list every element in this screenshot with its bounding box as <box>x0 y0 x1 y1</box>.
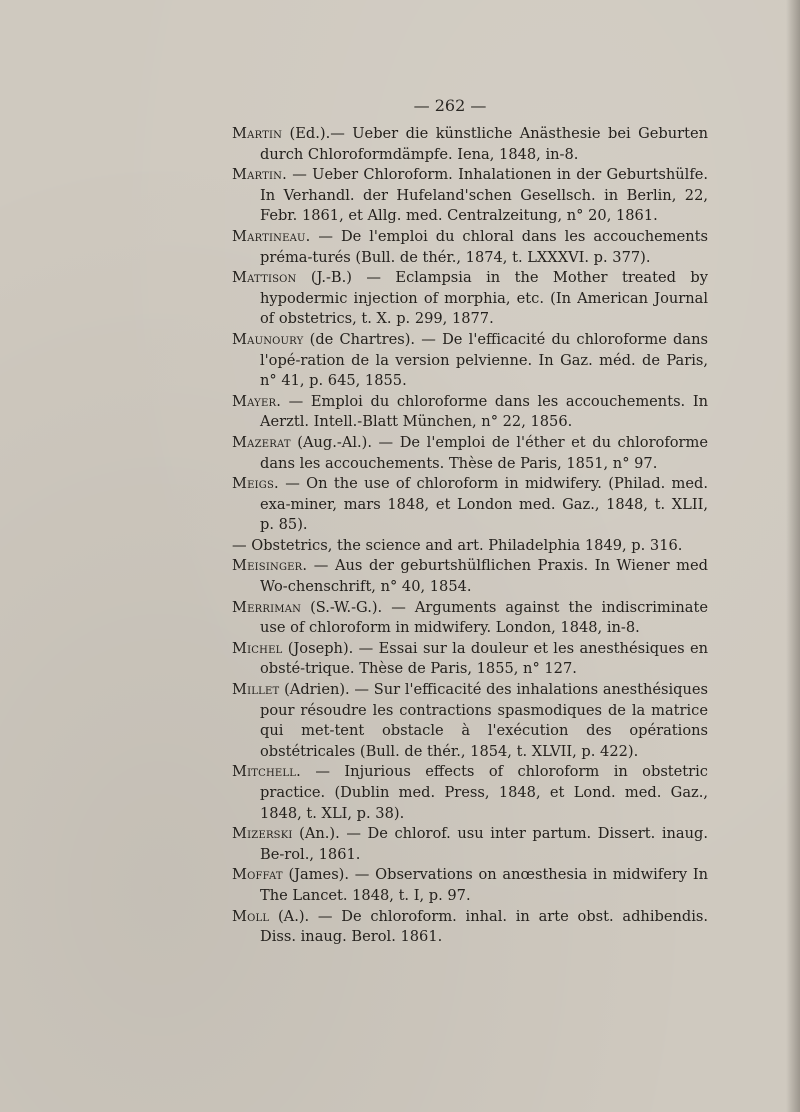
entry-author: Merriman <box>232 598 302 616</box>
bibliography-list <box>232 124 708 948</box>
entry-author: Moffat <box>232 866 283 884</box>
page-number: — 262 — <box>413 96 487 115</box>
entry-text: (Ed.).— Ueber die künstliche Anästhesie bei Geburten durch Chloroformdämpfe. Iena, 1848, in-8. <box>260 125 708 163</box>
bibliography-entry <box>232 907 708 948</box>
entry-text: (S.-W.-G.). — Arguments against the indiscriminate use of chloroform in midwifery. London, 1848, in-8. <box>260 598 708 637</box>
entry-text: (Adrien). — Sur l'efficacité des inhalations anesthésiques pour résoudre les contractions spasmodiques de la matrice qui met-tent obstacle à l'exécution des opérations obstétricales (Bull. de thér., 1854, t. XLVII, p. 422). <box>260 681 708 760</box>
entry-author: Martin. <box>232 166 287 184</box>
bibliography-entry <box>232 227 708 268</box>
entry-text: (de Chartres). — De l'efficacité du chloroforme dans l'opé-ration de la version pelvienne. In Gaz. méd. de Paris, n° 41, p. 645, 1855. <box>260 330 708 390</box>
bibliography-entry <box>232 762 708 824</box>
entry-author: Martin <box>232 125 283 142</box>
bibliography-entry <box>232 433 708 474</box>
entry-author: Mizerski <box>232 825 293 843</box>
entry-author: Mitchell. <box>232 763 301 781</box>
entry-text: — Ueber Chloroform. Inhalationen in der Geburtshülfe. In Verhandl. der Hufeland'schen Gesellsch. in Berlin, 22, Febr. 1861, et Allg. med. Centralzeitung, n° 20, 1861. <box>260 166 708 225</box>
entry-author: Mazerat <box>232 433 291 451</box>
entry-author: Millet <box>232 681 280 699</box>
entry-text: — On the use of chloroform in midwifery. (Philad. med. exa-miner, mars 1848, et London med. Gaz., 1848, t. XLII, p. 85). <box>260 475 708 534</box>
entry-author: Mattison <box>232 269 297 287</box>
entry-author: Meigs. <box>232 475 279 493</box>
entry-author: Martineau. <box>232 227 311 245</box>
bibliography-entry <box>232 268 708 330</box>
entry-text: (An.). — De chlorof. usu inter partum. Dissert. inaug. Be-rol., 1861. <box>260 825 708 863</box>
bibliography-entry <box>232 556 708 597</box>
bibliography-entry <box>232 330 708 392</box>
entry-text: (James). — Observations on anœsthesia in midwifery In The Lancet. 1848, t. I, p. 97. <box>260 866 708 904</box>
entry-text: — Obstetrics, the science and art. Philadelphia 1849, p. 316. <box>232 536 683 554</box>
bibliography-entry <box>232 824 708 865</box>
bibliography-entry <box>232 165 708 227</box>
page-edge-shadow <box>786 0 800 1112</box>
entry-author: Meisinger. <box>232 557 308 575</box>
entry-text: — De l'emploi du chloral dans les accouchements préma-turés (Bull. de thér., 1874, t. LXXXVI. p. 377). <box>260 227 708 266</box>
bibliography-entry <box>232 865 708 906</box>
entry-author: Michel <box>232 639 283 657</box>
entry-text: (Aug.-Al.). — De l'emploi de l'éther et du chloroforme dans les accouchements. Thèse de Paris, 1851, n° 97. <box>260 433 708 472</box>
bibliography-entry <box>232 124 708 165</box>
bibliography-entry <box>232 392 708 433</box>
bibliography-entry <box>232 639 708 680</box>
bibliography-entry <box>232 680 708 762</box>
bibliography-entry <box>232 474 708 536</box>
entry-text: — Emploi du chloroforme dans les accouchements. In Aerztl. Intell.-Blatt München, n° 22, 1856. <box>260 392 708 431</box>
entry-text: (J.-B.) — Eclampsia in the Mother treated by hypodermic injection of morphia, etc. (In American Journal of obstetrics, t. X. p. 299, 1877. <box>260 269 708 328</box>
entry-author: Mayer. <box>232 392 282 410</box>
entry-text: (A.). — De chloroform. inhal. in arte obst. adhibendis. Diss. inaug. Berol. 1861. <box>260 907 708 946</box>
entry-text: — Aus der geburtshülflichen Praxis. In Wiener med Wo-chenschrift, n° 40, 1854. <box>260 557 708 596</box>
entry-text: (Joseph). — Essai sur la douleur et les anesthésiques en obsté-trique. Thèse de Paris, 1855, n° 127. <box>260 639 708 678</box>
bibliography-entry <box>232 598 708 639</box>
entry-author: Moll <box>232 907 270 925</box>
entry-author: Maunoury <box>232 330 304 348</box>
bibliography-entry-continuation <box>232 536 708 557</box>
entry-text: — Injurious effects of chloroform in obstetric practice. (Dublin med. Press, 1848, et Lond. med. Gaz., 1848, t. XLI, p. 38). <box>260 763 708 822</box>
